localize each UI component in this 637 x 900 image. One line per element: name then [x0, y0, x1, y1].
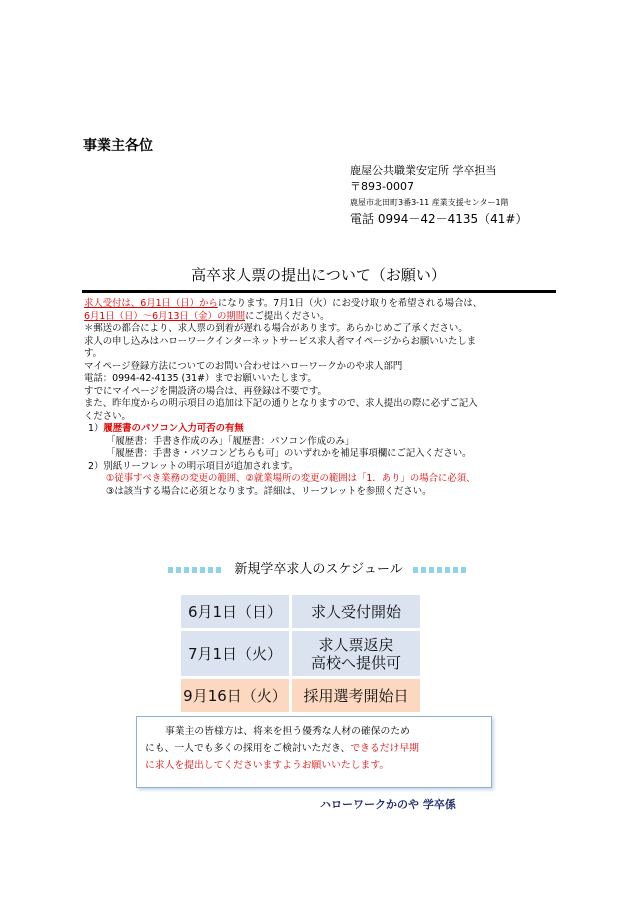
body-line: す。 [84, 348, 102, 359]
notice-box [136, 716, 492, 788]
schedule-title: 新規学卒求人のスケジュール [0, 558, 637, 577]
schedule-event: 採用選考開始日 [292, 679, 420, 712]
sender-office: 鹿屋公共職業安定所 学卒担当 [350, 164, 497, 177]
body-line: 電話：0994-42-4135 (31#）までお願いいたします。 [84, 373, 317, 384]
notice-line: に求人を提出してくださいますようお願いいたします。 [145, 760, 390, 771]
deadline-period: 6月1日（日）～6月13日（金）の期間 [84, 310, 246, 322]
schedule-event: 求人受付開始 [292, 595, 420, 628]
body-line: マイページ登録方法についてのお問い合わせはハローワークかのや求人部門 [84, 360, 403, 372]
body-text [84, 298, 559, 498]
sender-postal: 〒893-0007 [350, 180, 414, 193]
decorative-dots-icon [168, 567, 224, 573]
body-line: 求人受付は、6月1日（日）からになります。7月1日（火）にお受け取りを希望される場合は、 [84, 298, 483, 309]
body-line: ＊郵送の都合により、求人票の到着が遅れる場合があります。あらかじめご了承ください。 [84, 323, 468, 334]
schedule-date: 7月1日（火） [181, 631, 289, 676]
body-line: 6月1日（日）～6月13日（金）の期間にご提出ください。 [84, 310, 330, 322]
schedule-row [181, 595, 420, 628]
notice-line: 事業主の皆様方は、将来を担う優秀な人材の確保のため [165, 726, 410, 737]
schedule-row [181, 631, 420, 676]
notice-line: にも、一人でも多くの採用をご検討いただき、できるだけ早期 [145, 743, 419, 754]
schedule-event: 求人票返戻 高校へ提供可 [292, 631, 420, 676]
item-1-detail: 「履歴書：手書き作成のみ」「履歴書：パソコン作成のみ」 [106, 435, 355, 447]
item-1: 1）履歴書のパソコン入力可否の有無 [88, 423, 244, 434]
body-line: また、昨年度からの明示項目の追加は下記の通りとなりますので、求人提出の際に必ずご記入 [84, 398, 478, 409]
sender-phone: 電話 0994－42－4135（41#） [350, 212, 528, 226]
sender-block [350, 163, 528, 227]
document-title: 高卒求人票の提出について（お願い） [191, 266, 446, 284]
body-line: すでにマイページを開設済の場合は、再登録は不要です。 [84, 385, 327, 397]
schedule-table [178, 592, 423, 715]
item-2-detail: ③は該当する場合に必須となります。詳細は、リーフレットを参照ください。 [106, 485, 432, 497]
decorative-dots-icon [413, 567, 469, 573]
schedule-row [181, 679, 420, 712]
body-line: ください。 [84, 410, 131, 422]
item-1-detail: 「履歴書：手書き・パソコンどちらも可」のいずれかを補足事項欄にご記入ください。 [106, 448, 472, 459]
item-2-detail: ①従事すべき業務の変更の範囲、②就業場所の変更の範囲は「1．あり」の場合に必須、 [106, 473, 476, 484]
deadline-start: 求人受付は、6月1日（日）から [84, 298, 218, 309]
schedule-date: 6月1日（日） [181, 595, 289, 628]
signoff: ハローワークかのや 学卒係 [320, 798, 456, 811]
body-line: 求人の申し込みはハローワークインターネットサービス求人者マイページからお願いいたしま [84, 335, 477, 347]
title-rule [82, 290, 556, 293]
sender-address: 鹿屋市北田町3番3-11 産業支援センター1階 [350, 198, 509, 207]
item-2: 2）別紙リーフレットの明示項目が追加されます。 [88, 460, 299, 472]
salutation: 事業主各位 [83, 138, 153, 154]
schedule-date: 9月16日（火） [181, 679, 289, 712]
